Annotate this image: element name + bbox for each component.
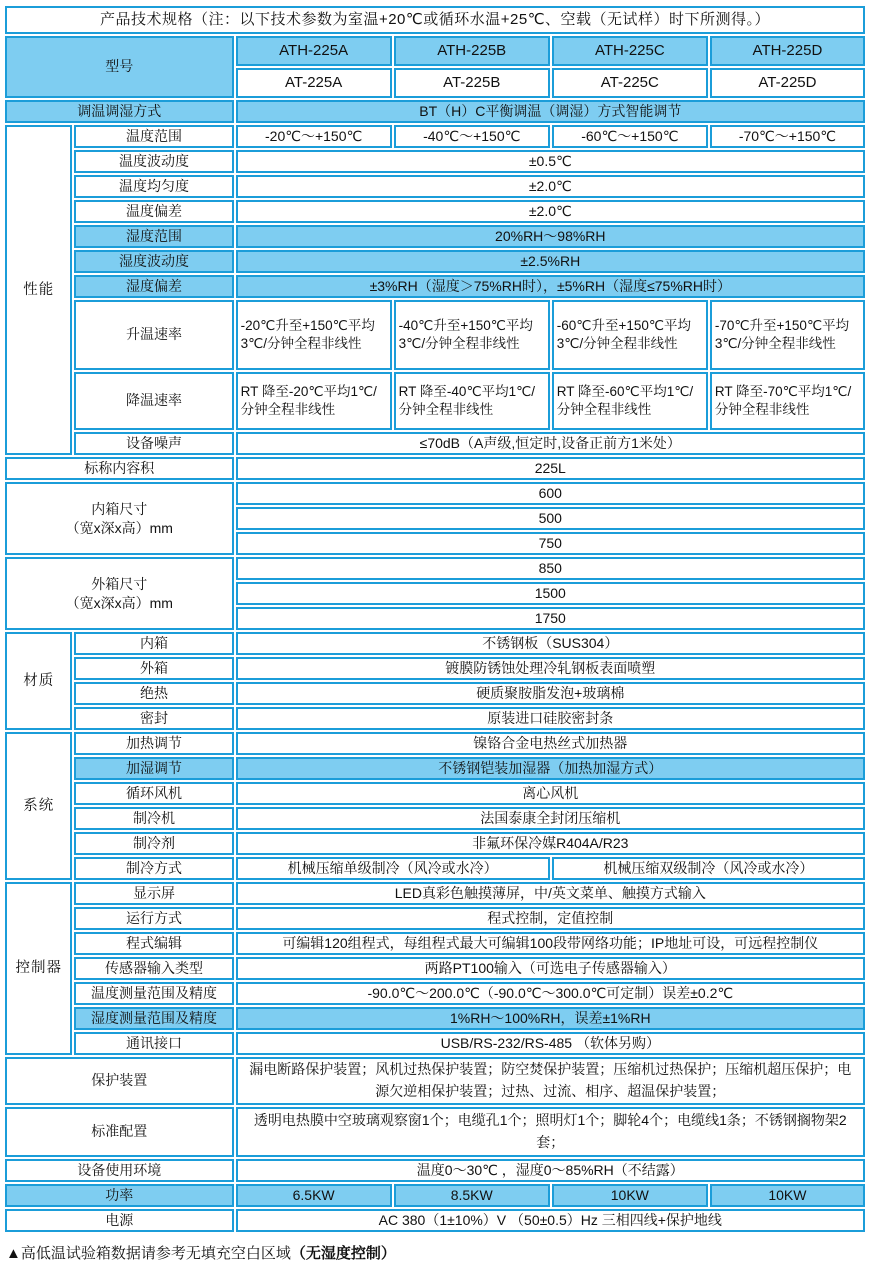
row-volume xyxy=(5,457,865,480)
material-insulation-value: 硬质聚胺脂发泡+玻璃棉 xyxy=(236,682,865,705)
standard-config-label: 标准配置 xyxy=(5,1107,234,1157)
row-controller-display xyxy=(5,882,865,905)
spec-table xyxy=(3,4,867,1234)
row-temp-uniformity xyxy=(5,175,865,198)
temp-dev-label: 温度偏差 xyxy=(74,200,233,223)
heat-rate-label: 升温速率 xyxy=(74,300,233,370)
power-d: 10KW xyxy=(710,1184,865,1207)
power-a: 6.5KW xyxy=(236,1184,392,1207)
model-at-a: AT-225A xyxy=(236,68,392,98)
model-ath-b: ATH-225B xyxy=(394,36,550,66)
model-label: 型号 xyxy=(5,36,234,98)
row-controller-sensor xyxy=(5,957,865,980)
hum-range-label: 湿度范围 xyxy=(74,225,233,248)
mode-value: BT（H）C平衡调温（调湿）方式智能调节 xyxy=(236,100,865,123)
volume-value: 225L xyxy=(236,457,865,480)
system-refrigerant-value: 非氟环保冷媒R404A/R23 xyxy=(236,832,865,855)
temp-unif-label: 温度均匀度 xyxy=(74,175,233,198)
inner-size-width: 600 xyxy=(236,482,865,505)
controller-sensor-value: 两路PT100输入（可选电子传感器输入） xyxy=(236,957,865,980)
row-humidity-range xyxy=(5,225,865,248)
system-compressor-value: 法国泰康全封闭压缩机 xyxy=(236,807,865,830)
controller-sensor-label: 传感器输入类型 xyxy=(74,957,233,980)
row-system-heating xyxy=(5,732,865,755)
page-title: 产品技术规格（注：以下技术参数为室温+20℃或循环水温+25℃、空载（无试样）时下所测得。） xyxy=(5,6,865,34)
controller-run-mode-value: 程式控制，定值控制 xyxy=(236,907,865,930)
hum-fluct-label: 湿度波动度 xyxy=(74,250,233,273)
system-cooling-method-double: 机械压缩双级制冷（风冷或水冷） xyxy=(552,857,865,880)
model-ath-c: ATH-225C xyxy=(552,36,708,66)
inner-size-label xyxy=(5,482,234,555)
temp-fluct-value: ±0.5℃ xyxy=(236,150,865,173)
cool-rate-b: RT 降至-40℃平均1℃/分钟全程非线性 xyxy=(394,372,550,430)
footnote-bold: （无湿度控制） xyxy=(290,1245,396,1262)
row-title xyxy=(5,6,865,34)
controller-comm-value: USB/RS-232/RS-485 （软体另购） xyxy=(236,1032,865,1055)
row-controller-hum-measure xyxy=(5,1007,865,1030)
row-system-refrigerant xyxy=(5,832,865,855)
temp-range-a: -20℃～+150℃ xyxy=(236,125,392,148)
temp-range-b: -40℃～+150℃ xyxy=(394,125,550,148)
footnote xyxy=(6,1242,870,1263)
heat-rate-a: -20℃升至+150℃平均3℃/分钟全程非线性 xyxy=(236,300,392,370)
row-environment xyxy=(5,1159,865,1182)
temp-fluct-label: 温度波动度 xyxy=(74,150,233,173)
row-material-seal xyxy=(5,707,865,730)
protection-value: 漏电断路保护装置；风机过热保护装置；防空焚保护装置；压缩机过热保护；压缩机超压保护；电源欠逆相保护装置；过热、过流、相序、超温保护装置； xyxy=(236,1057,865,1105)
material-seal-label: 密封 xyxy=(74,707,233,730)
row-inner-size-w xyxy=(5,482,865,505)
environment-value: 温度0～30℃ ，湿度0～85%RH（不结露） xyxy=(236,1159,865,1182)
heat-rate-d: -70℃升至+150℃平均3℃/分钟全程非线性 xyxy=(710,300,865,370)
standard-config-value: 透明电热膜中空玻璃观察窗1个；电缆孔1个；照明灯1个；脚轮4个；电缆线1条；不锈钢搁物架2套； xyxy=(236,1107,865,1157)
row-material-outer xyxy=(5,657,865,680)
row-humidity-fluctuation xyxy=(5,250,865,273)
material-inner-value: 不锈钢板（SUS304） xyxy=(236,632,865,655)
controller-temp-measure-value: -90.0℃～200.0℃（-90.0℃～300.0℃可定制）误差±0.2℃ xyxy=(236,982,865,1005)
controller-run-mode-label: 运行方式 xyxy=(74,907,233,930)
controller-display-value: LED真彩色触摸薄屏，中/英文菜单、触摸方式输入 xyxy=(236,882,865,905)
power-label: 功率 xyxy=(5,1184,234,1207)
row-heating-rate xyxy=(5,300,865,370)
system-heating-value: 镍铬合金电热丝式加热器 xyxy=(236,732,865,755)
hum-dev-value: ±3%RH（湿度＞75%RH时），±5%RH（湿度≤75%RH时） xyxy=(236,275,865,298)
row-controller-comm xyxy=(5,1032,865,1055)
temp-range-d: -70℃～+150℃ xyxy=(710,125,865,148)
row-material-inner xyxy=(5,632,865,655)
system-cooling-method-label: 制冷方式 xyxy=(74,857,233,880)
material-outer-label: 外箱 xyxy=(74,657,233,680)
cool-rate-label: 降温速率 xyxy=(74,372,233,430)
controller-hum-measure-label: 湿度测量范围及精度 xyxy=(74,1007,233,1030)
inner-size-depth: 500 xyxy=(236,507,865,530)
system-humidify-label: 加湿调节 xyxy=(74,757,233,780)
system-fan-value: 离心风机 xyxy=(236,782,865,805)
row-temp-range xyxy=(5,125,865,148)
row-system-humidify xyxy=(5,757,865,780)
row-controller-programming xyxy=(5,932,865,955)
category-system: 系统 xyxy=(5,732,72,880)
row-outer-size-w xyxy=(5,557,865,580)
row-power xyxy=(5,1184,865,1207)
noise-label: 设备噪声 xyxy=(74,432,233,455)
temp-dev-value: ±2.0℃ xyxy=(236,200,865,223)
cool-rate-c: RT 降至-60℃平均1℃/分钟全程非线性 xyxy=(552,372,708,430)
outer-size-depth: 1500 xyxy=(236,582,865,605)
controller-comm-label: 通讯接口 xyxy=(74,1032,233,1055)
system-humidify-value: 不锈钢铠装加湿器（加热加湿方式） xyxy=(236,757,865,780)
cool-rate-a: RT 降至-20℃平均1℃/分钟全程非线性 xyxy=(236,372,392,430)
temp-range-label: 温度范围 xyxy=(74,125,233,148)
category-performance: 性能 xyxy=(5,125,72,455)
heat-rate-b: -40℃升至+150℃平均3℃/分钟全程非线性 xyxy=(394,300,550,370)
inner-size-label-line1: 内箱尺寸 xyxy=(91,500,148,517)
protection-label: 保护装置 xyxy=(5,1057,234,1105)
row-noise xyxy=(5,432,865,455)
row-cooling-rate xyxy=(5,372,865,430)
outer-size-label xyxy=(5,557,234,630)
material-insulation-label: 绝热 xyxy=(74,682,233,705)
volume-label: 标称内容积 xyxy=(5,457,234,480)
row-system-cooling-method xyxy=(5,857,865,880)
system-cooling-method-single: 机械压缩单级制冷（风冷或水冷） xyxy=(236,857,550,880)
row-controller-run-mode xyxy=(5,907,865,930)
system-refrigerant-label: 制冷剂 xyxy=(74,832,233,855)
category-material: 材质 xyxy=(5,632,72,730)
row-system-compressor xyxy=(5,807,865,830)
model-ath-d: ATH-225D xyxy=(710,36,865,66)
outer-size-width: 850 xyxy=(236,557,865,580)
system-compressor-label: 制冷机 xyxy=(74,807,233,830)
hum-fluct-value: ±2.5%RH xyxy=(236,250,865,273)
power-b: 8.5KW xyxy=(394,1184,550,1207)
outer-size-label-line2: （宽x深x高）mm xyxy=(65,594,173,611)
outer-size-height: 1750 xyxy=(236,607,865,630)
hum-dev-label: 湿度偏差 xyxy=(74,275,233,298)
mode-label: 调温调湿方式 xyxy=(5,100,234,123)
row-temp-deviation xyxy=(5,200,865,223)
outer-size-label-line1: 外箱尺寸 xyxy=(91,575,148,592)
system-fan-label: 循环风机 xyxy=(74,782,233,805)
controller-temp-measure-label: 温度测量范围及精度 xyxy=(74,982,233,1005)
model-at-c: AT-225C xyxy=(552,68,708,98)
category-controller: 控制器 xyxy=(5,882,72,1055)
row-controller-temp-measure xyxy=(5,982,865,1005)
material-inner-label: 内箱 xyxy=(74,632,233,655)
heat-rate-c: -60℃升至+150℃平均3℃/分钟全程非线性 xyxy=(552,300,708,370)
system-heating-label: 加热调节 xyxy=(74,732,233,755)
cool-rate-d: RT 降至-70℃平均1℃/分钟全程非线性 xyxy=(710,372,865,430)
temp-range-c: -60℃～+150℃ xyxy=(552,125,708,148)
model-ath-a: ATH-225A xyxy=(236,36,392,66)
controller-display-label: 显示屏 xyxy=(74,882,233,905)
temp-unif-value: ±2.0℃ xyxy=(236,175,865,198)
model-at-b: AT-225B xyxy=(394,68,550,98)
row-supply xyxy=(5,1209,865,1232)
environment-label: 设备使用环境 xyxy=(5,1159,234,1182)
row-material-insulation xyxy=(5,682,865,705)
row-humidity-deviation xyxy=(5,275,865,298)
row-temp-fluctuation xyxy=(5,150,865,173)
controller-hum-measure-value: 1%RH～100%RH，误差±1%RH xyxy=(236,1007,865,1030)
material-seal-value: 原装进口硅胶密封条 xyxy=(236,707,865,730)
material-outer-value: 镀膜防锈蚀处理冷轧钢板表面喷塑 xyxy=(236,657,865,680)
row-protection xyxy=(5,1057,865,1105)
row-model-ath xyxy=(5,36,865,66)
footnote-text: ▲高低温试验箱数据请参考无填充空白区域 xyxy=(6,1246,291,1262)
row-system-fan xyxy=(5,782,865,805)
inner-size-height: 750 xyxy=(236,532,865,555)
supply-value: AC 380（1±10%）V （50±0.5）Hz 三相四线+保护地线 xyxy=(236,1209,865,1232)
model-at-d: AT-225D xyxy=(710,68,865,98)
controller-programming-label: 程式编辑 xyxy=(74,932,233,955)
controller-programming-value: 可编辑120组程式，每组程式最大可编辑100段带网络功能；IP地址可设，可远程控制仪 xyxy=(236,932,865,955)
noise-value: ≤70dB（A声级,恒定时,设备正前方1米处） xyxy=(236,432,865,455)
supply-label: 电源 xyxy=(5,1209,234,1232)
inner-size-label-line2: （宽x深x高）mm xyxy=(65,519,173,536)
row-mode xyxy=(5,100,865,123)
hum-range-value: 20%RH～98%RH xyxy=(236,225,865,248)
power-c: 10KW xyxy=(552,1184,708,1207)
row-standard-config xyxy=(5,1107,865,1157)
